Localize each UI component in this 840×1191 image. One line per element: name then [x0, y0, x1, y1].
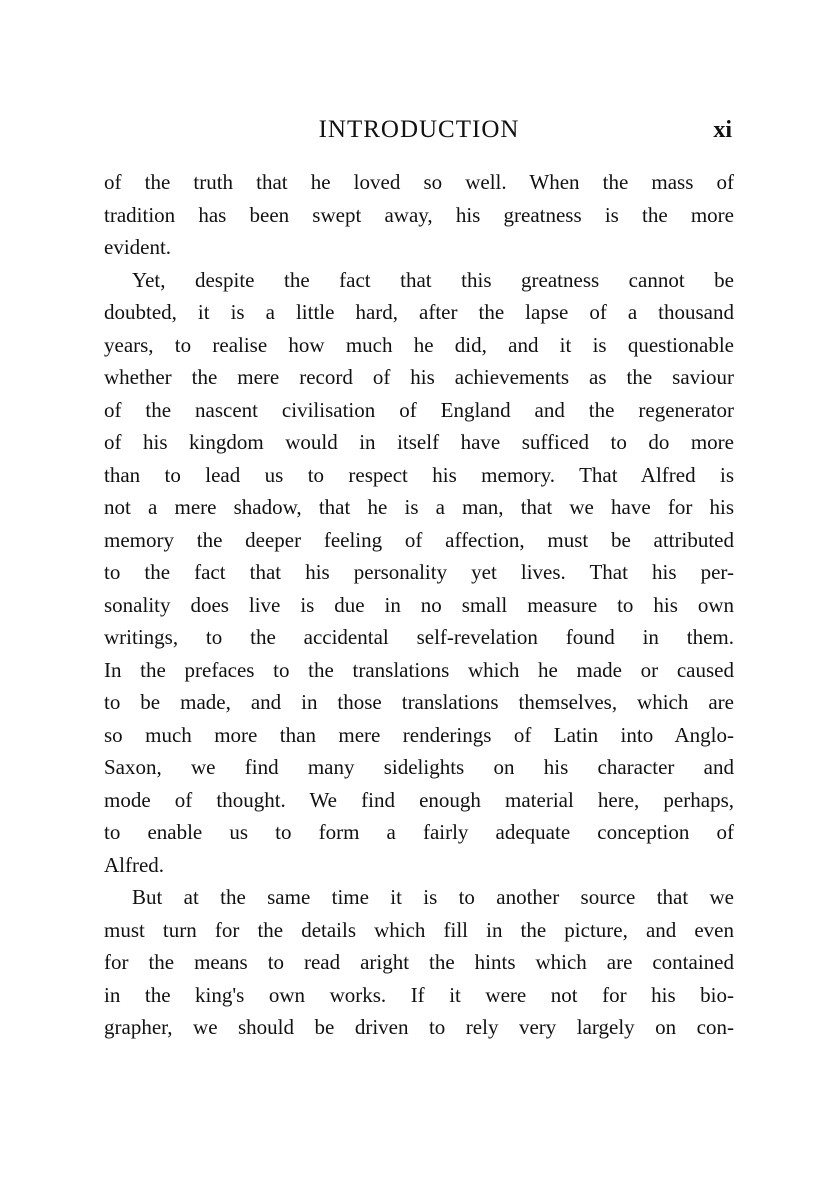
text-line: doubted, it is a little hard, after the lapse of a thousand	[104, 300, 734, 324]
text-line: memory the deeper feeling of affection, must be attributed	[104, 527, 734, 552]
text-line: years, to realise how much he did, and it is questionable	[104, 332, 734, 357]
text-line: tradition has been swept away, his greatness is the more	[104, 202, 734, 227]
paragraph-3	[104, 881, 734, 1044]
page-number: xi	[713, 117, 732, 143]
text-line: to the fact that his personality yet lives. That his per-	[104, 560, 734, 584]
body-text	[104, 166, 734, 1044]
text-line: to enable us to form a fairly adequate conception of	[104, 820, 734, 844]
paragraph-2	[104, 264, 734, 882]
text-line: for the means to read aright the hints which are contained	[104, 950, 734, 974]
text-line: writings, to the accidental self-revelation found in them.	[104, 625, 734, 649]
text-line: than to lead us to respect his memory. That Alfred is	[104, 462, 734, 487]
text-line: of the nascent civilisation of England and the regenerator	[104, 397, 734, 422]
text-line: not a mere shadow, that he is a man, that we have for his	[104, 495, 734, 519]
text-line: But at the same time it is to another source that we	[132, 885, 734, 909]
text-line: grapher, we should be driven to rely very largely on con-	[104, 1015, 734, 1039]
text-line: Yet, despite the fact that this greatness cannot be	[132, 267, 734, 292]
page-header	[104, 112, 734, 152]
text-line: mode of thought. We find enough material here, perhaps,	[104, 787, 734, 812]
text-line: in the king's own works. If it were not for his bio-	[104, 982, 734, 1007]
text-line: so much more than mere renderings of Latin into Anglo-	[104, 722, 734, 747]
paragraph-1	[104, 166, 734, 264]
text-line: In the prefaces to the translations which he made or caused	[104, 657, 734, 682]
text-line: Alfred.	[104, 852, 165, 877]
text-line: of his kingdom would in itself have sufficed to do more	[104, 430, 734, 454]
text-line: must turn for the details which fill in the picture, and even	[104, 917, 734, 942]
text-line: to be made, and in those translations themselves, which are	[104, 690, 734, 714]
text-line: whether the mere record of his achievements as the saviour	[104, 365, 734, 389]
text-line: Saxon, we find many sidelights on his character and	[104, 755, 734, 779]
text-line: of the truth that he loved so well. When the mass of	[104, 170, 734, 194]
running-title: INTRODUCTION	[318, 116, 520, 143]
text-line: evident.	[104, 235, 172, 259]
text-line: sonality does live is due in no small measure to his own	[104, 592, 734, 617]
